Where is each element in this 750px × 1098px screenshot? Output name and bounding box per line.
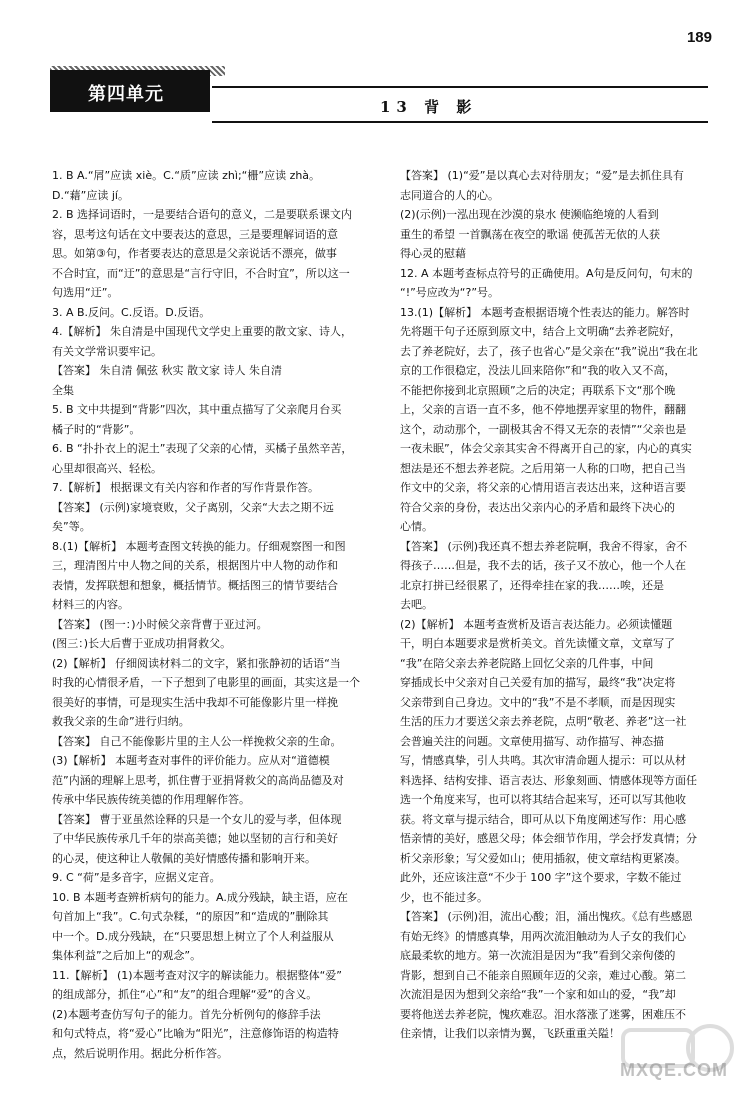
text-line: 3. A B.反问。C.反语。D.反语。 — [52, 305, 211, 319]
lesson-title: 13 背 影 — [380, 98, 478, 116]
text-line: (2)【解析】 本题考查赏析及语言表达能力。必须读懂题 — [400, 617, 673, 631]
text-line: 获。将文章与提示结合，即可从以下角度阐述写作：用心感 — [400, 812, 686, 826]
text-line: 会普遍关注的问题。文章使用描写、动作描写、神态描 — [400, 734, 664, 748]
text-line: 选一个角度来写，也可以将其结合起来写，还可以写其他收 — [400, 793, 686, 806]
text-line: 和句式特点，将“爱心”比喻为“阳光”，注意修饰语的构造特 — [52, 1027, 339, 1040]
text-line: 穿插成长中父亲对自己关爱有加的描写，最终“我”决定将 — [400, 676, 676, 689]
text-line: 不合时宜，而“迂”的意思是“言行守旧，不合时宜”，所以这一 — [52, 266, 350, 280]
text-line: 少，也不能过多。 — [400, 890, 488, 904]
text-line: 很美好的事情，可是现实生活中我却不可能像影片里一样挽 — [52, 695, 338, 709]
text-line: 2. B 选择词语时，一是要结合语句的意义，二是要联系课文内 — [52, 208, 353, 221]
right-column — [400, 166, 712, 1044]
text-line: 【答案】 自己不能像影片里的主人公一样挽救父亲的生命。 — [52, 734, 342, 748]
text-line: 背影，想到自己不能亲自照顾年迈的父亲，难过心酸。第二 — [400, 968, 686, 982]
text-line: 容，思考这句话在文中要表达的意思，三是要理解词语的意 — [52, 227, 338, 241]
text-line: 写，情感真挚，引人共鸣。其次审清命题人提示：可以从材 — [400, 754, 686, 767]
text-line: 思。如第③句，作者要表达的意思是父亲说话不漂亮，做事 — [52, 247, 337, 260]
text-line: 心情。 — [400, 520, 433, 533]
text-line: 志同道合的人的心。 — [400, 188, 499, 202]
text-line: (2)本题考查仿写句子的能力。首先分析例句的修辞手法 — [52, 1007, 321, 1021]
text-line: 13.(1)【解析】 本题考查根据语境个性表达的能力。解答时 — [400, 305, 690, 319]
unit-title: 第四单元 — [88, 84, 164, 105]
text-line: 【答案】 曹于亚虽然诠释的只是一个女儿的爱与孝，但体现 — [52, 812, 342, 826]
text-line: 救我父亲的生命”进行归纳。 — [52, 715, 190, 728]
text-line: 点，然后说明作用。据此分析作答。 — [52, 1046, 228, 1060]
text-line: 6. B “扑扑衣上的泥土”表现了父亲的心情，买橘子虽然辛苦， — [52, 442, 353, 455]
text-line: 句首加上“我”。C.句式杂糅，“的原因”和“造成的”删除其 — [52, 910, 329, 923]
text-line: 7.【解析】 根据课文有关内容和作者的写作背景作答。 — [52, 481, 319, 494]
page-number: 189 — [686, 29, 712, 46]
text-line: “我”在陪父亲去养老院路上回忆父亲的几件事，中间 — [400, 656, 654, 670]
text-line: 10. B 本题考查辨析病句的能力。A.成分残缺，缺主语，应在 — [52, 890, 348, 904]
text-line: 矣”等。 — [52, 520, 91, 533]
text-line: 的心灵，使这种让人敬佩的美好情感传播和影响开来。 — [52, 851, 316, 865]
text-line: 有始无终》的情感真挚，用两次流泪触动为人子女的我们心 — [400, 929, 686, 943]
text-line: 全集 — [52, 383, 74, 397]
text-line: 传承中华民族传统美德的作用理解作答。 — [52, 793, 250, 806]
text-line: 底最柔软的地方。第一次流泪是因为“我”看到父亲佝偻的 — [400, 949, 676, 962]
text-line: 11.【解析】 (1)本题考查对汉字的解读能力。根据整体“爱” — [52, 968, 342, 982]
text-line: 材料三的内容。 — [52, 598, 129, 611]
text-line: 北京打拼已经很累了，还得牵挂在家的我……唉，还是 — [400, 578, 664, 592]
text-line: 住亲情，让我们以亲情为翼，飞跃重重关隘！ — [400, 1027, 620, 1040]
text-line: 9. C “荷”是多音字，应据义定音。 — [52, 871, 221, 884]
text-line: 句选用“迂”。 — [52, 286, 119, 299]
text-line: 先将题干句子还原到原文中，结合上文明确“去养老院好， — [400, 325, 681, 338]
text-line: 范”内涵的理解上思考，抓住曹于亚捐肾救父的高尚品德及对 — [52, 773, 344, 787]
text-line: 【答案】 (图一：)小时候父亲背曹于亚过河。 — [52, 617, 268, 631]
text-line: 了中华民族传承几千年的崇高美德；她以坚韧的言行和美好 — [52, 832, 338, 845]
text-line: 要将他送去养老院，愧疚难忍。泪水落涨了迷雾，困难压不 — [400, 1007, 686, 1021]
text-line: 想法是还不想去养老院。之后用第一人称的口吻，把自己当 — [400, 461, 686, 475]
text-line: 上，父亲的言语一直不多，他不停地摆弄家里的物件，翻翻 — [400, 403, 686, 416]
text-line: 【答案】 朱自清 佩弦 秋实 散文家 诗人 朱自清 — [52, 364, 282, 377]
header-rule-bottom — [212, 121, 708, 123]
text-line: 【答案】 (示例)家境衰败，父子离别，父亲“大去之期不远 — [52, 500, 334, 514]
text-line: 一夜未眠”，体会父亲其实舍不得离开自己的家，内心的真实 — [400, 442, 692, 455]
text-line: 1. B A.“屑”应读 xiè。C.“质”应读 zhì;“栅”应读 zhà。 — [52, 169, 321, 182]
text-line: 橘子时的“背影”。 — [52, 422, 141, 436]
text-line: 去吧。 — [400, 598, 433, 611]
text-line: 重生的希望 一首飘荡在夜空的歌谣 使孤苦无依的人获 — [400, 227, 660, 241]
text-line: 8.(1)【解析】 本题考查图文转换的能力。仔细观察图一和图 — [52, 539, 346, 553]
text-line: 12. A 本题考查标点符号的正确使用。A句是反问句，句末的 — [400, 266, 693, 280]
text-line: 三，理清图片中人物之间的关系，根据图片中人物的动作和 — [52, 559, 338, 572]
text-line: 次流泪是因为想到父亲给“我”一个家和如山的爱，“我”却 — [400, 988, 676, 1001]
text-line: 此外，还应该注意“不少于 100 字”这个要求，字数不能过 — [400, 871, 682, 884]
text-line: 时我的心情很矛盾，一下子想到了电影里的画面，其实这是一个 — [52, 676, 360, 689]
text-line: 有关文学常识要牢记。 — [52, 344, 162, 358]
text-line: 这个，动动那个，一副极其舍不得又无奈的表情”“父亲也是 — [400, 422, 687, 436]
text-line: (3)【解析】 本题考查对事件的评价能力。应从对“道德模 — [52, 754, 330, 767]
text-line: 【答案】 (1)“爱”是以真心去对待朋友；“爱”是去抓住具有 — [400, 169, 684, 182]
text-line: 作文中的父亲，将父亲的心情用语言表达出来，这种语言要 — [400, 481, 686, 494]
text-line: 得孩子……但是，我不去的话，孩子又不放心，他一个人在 — [400, 559, 686, 572]
text-line: 京的工作很稳定，没法儿回来陪你”和“我的收入又不高， — [400, 364, 676, 377]
text-line: 的组成部分，抓住“心”和“友”的组合理解“爱”的含义。 — [52, 988, 318, 1001]
text-line: 干，明白本题要求是赏析美文。首先读懂文章，文章写了 — [400, 637, 675, 650]
text-line: D.“藉”应读 jí。 — [52, 188, 129, 202]
text-line: 悟亲情的美好，感恩父母；体会细节作用，学会抒发真情；分 — [400, 832, 697, 845]
watermark-text: MXQE.COM — [620, 1060, 729, 1080]
text-line: 中一个。D.成分残缺，在“只要思想上树立了个人利益服从 — [52, 929, 334, 943]
text-line: 符合父亲的身份，表达出父亲内心的矛盾和最终下决心的 — [400, 500, 675, 514]
text-line: 生活的压力才要送父亲去养老院，点明“敬老、养老”这一社 — [400, 715, 687, 728]
text-line: 得心灵的慰藉 — [400, 247, 466, 260]
text-line: 去了养老院好，去了，孩子也省心”是父亲在“我”说出“我在北 — [400, 344, 698, 358]
text-line: (2)【解析】 仔细阅读材料二的文字，紧扣张静初的话语“当 — [52, 656, 341, 670]
text-line: 表情，发挥联想和想象，概括情节。概括图三的情节要结合 — [52, 578, 338, 592]
text-line: 心里却很高兴、轻松。 — [52, 461, 162, 475]
text-line: 【答案】 (示例)我还真不想去养老院啊，我舍不得家，舍不 — [400, 539, 688, 553]
text-line: 不能把你接到北京照顾”之后的决定；再联系下文“那个晚 — [400, 383, 676, 397]
text-line: (2)(示例)一泓出现在沙漠的泉水 使濒临绝境的人看到 — [400, 208, 659, 221]
text-line: 料选择、结构安排、语言表达、形象刻画、情感体现等方面任 — [400, 773, 697, 787]
header-rule-top — [212, 86, 708, 88]
left-column — [52, 166, 387, 1063]
text-line: “!”号应改为“?”号。 — [400, 286, 500, 299]
text-line: 【答案】 (示例)泪，流出心酸；泪，涌出愧疚。《总有些感恩 — [400, 910, 693, 923]
text-line: 集体利益”之后加上“的观念”。 — [52, 949, 202, 962]
text-line: 5. B 文中共提到“背影”四次，其中重点描写了父亲爬月台买 — [52, 403, 342, 416]
text-line: 析父亲形象；写父爱如山；使用插叙，使文章结构更紧凑。 — [400, 851, 686, 865]
text-line: 父亲带到自己身边。文中的“我”不是不孝顺，而是因现实 — [400, 695, 676, 709]
text-line: 4.【解析】 朱自清是中国现代文学史上重要的散文家、诗人， — [52, 325, 352, 338]
text-line: (图三：)长大后曹于亚成功捐肾救父。 — [52, 637, 232, 650]
